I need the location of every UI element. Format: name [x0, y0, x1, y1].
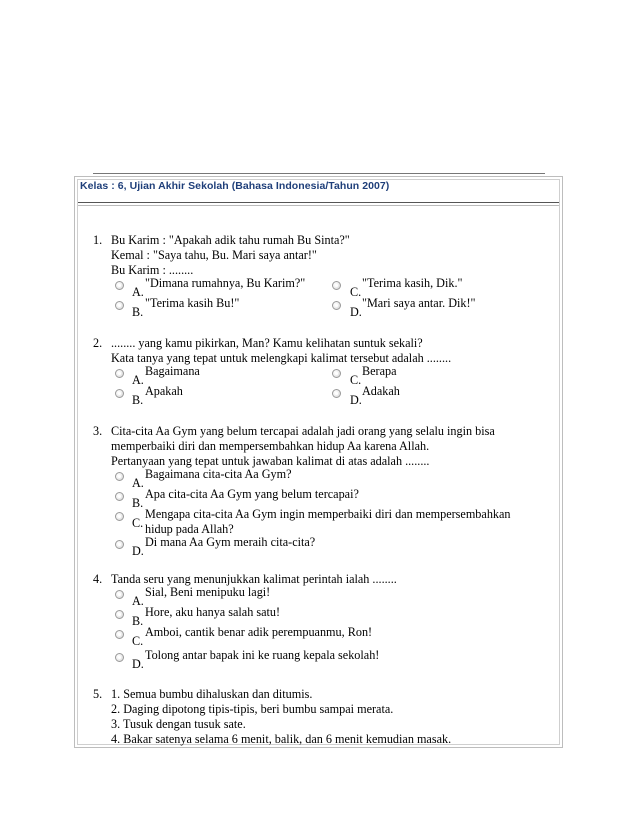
- option-letter: D.: [132, 544, 144, 558]
- option-text-continued: hidup pada Allah?: [145, 522, 234, 536]
- radio-option-b[interactable]: [115, 301, 124, 310]
- option-letter: C.: [350, 373, 362, 387]
- radio-option-a[interactable]: [115, 369, 124, 378]
- radio-option-a[interactable]: [115, 281, 124, 290]
- question-text-line: Bu Karim : ........: [111, 263, 194, 277]
- option-letter: C.: [132, 634, 144, 648]
- option-text: Bagaimana cita-cita Aa Gym?: [145, 467, 292, 481]
- option-text: Sial, Beni menipuku lagi!: [145, 585, 271, 599]
- exam-header: Kelas : 6, Ujian Akhir Sekolah (Bahasa Indonesia/Tahun 2007): [80, 180, 390, 192]
- radio-option-d[interactable]: [115, 653, 124, 662]
- question-text-line: Bu Karim : "Apakah adik tahu rumah Bu Sinta?": [111, 233, 350, 247]
- option-text: Apakah: [145, 384, 183, 398]
- option-letter: C.: [132, 516, 144, 530]
- option-letter: A.: [132, 476, 144, 490]
- option-text: "Mari saya antar. Dik!": [362, 296, 476, 310]
- option-text: Di mana Aa Gym meraih cita-cita?: [145, 535, 316, 549]
- question-number: 1.: [93, 233, 103, 247]
- question-text-line: 1. Semua bumbu dihaluskan dan ditumis.: [111, 687, 313, 701]
- question-number: 2.: [93, 336, 103, 350]
- question-text-line: Pertanyaan yang tepat untuk jawaban kalimat di atas adalah ........: [111, 454, 430, 468]
- option-letter: C.: [350, 285, 362, 299]
- question-text-line: 2. Daging dipotong tipis-tipis, beri bumbu sampai merata.: [111, 702, 394, 716]
- radio-option-a[interactable]: [115, 472, 124, 481]
- radio-option-c[interactable]: [332, 281, 341, 290]
- radio-option-d[interactable]: [332, 301, 341, 310]
- radio-option-d[interactable]: [332, 389, 341, 398]
- option-letter: D.: [350, 393, 362, 407]
- option-text: Bagaimana: [145, 364, 200, 378]
- option-text: Hore, aku hanya salah satu!: [145, 605, 281, 619]
- question-text-line: Tanda seru yang menunjukkan kalimat perintah ialah ........: [111, 572, 397, 586]
- option-text: Apa cita-cita Aa Gym yang belum tercapai?: [145, 487, 359, 501]
- header-divider: [78, 202, 559, 203]
- question-number: 3.: [93, 424, 103, 438]
- question-number: 4.: [93, 572, 103, 586]
- radio-option-d[interactable]: [115, 540, 124, 549]
- radio-option-c[interactable]: [115, 630, 124, 639]
- top-rule: [93, 173, 545, 174]
- question-text-line: Cita-cita Aa Gym yang belum tercapai adalah jadi orang yang selalu ingin bisa: [111, 424, 495, 438]
- header-divider-shadow: [78, 205, 559, 206]
- option-letter: B.: [132, 496, 144, 510]
- question-text-line: Kata tanya yang tepat untuk melengkapi kalimat tersebut adalah ........: [111, 351, 452, 365]
- option-text: Berapa: [362, 364, 397, 378]
- option-letter: B.: [132, 393, 144, 407]
- question-text-line: Kemal : "Saya tahu, Bu. Mari saya antar!": [111, 248, 317, 262]
- option-text: Adakah: [362, 384, 400, 398]
- radio-option-b[interactable]: [115, 389, 124, 398]
- option-letter: B.: [132, 614, 144, 628]
- question-text-line: 3. Tusuk dengan tusuk sate.: [111, 717, 246, 731]
- question-text-line: memperbaiki diri dan mempersembahkan hidup Aa karena Allah.: [111, 439, 430, 453]
- radio-option-b[interactable]: [115, 610, 124, 619]
- option-letter: D.: [350, 305, 362, 319]
- question-number: 5.: [93, 687, 103, 701]
- option-text: Mengapa cita-cita Aa Gym ingin memperbaiki diri dan mempersembahkan: [145, 507, 511, 521]
- radio-option-b[interactable]: [115, 492, 124, 501]
- option-letter: A.: [132, 285, 144, 299]
- radio-option-c[interactable]: [332, 369, 341, 378]
- radio-option-a[interactable]: [115, 590, 124, 599]
- option-text: Tolong antar bapak ini ke ruang kepala sekolah!: [145, 648, 380, 662]
- option-text: "Terima kasih, Dik.": [362, 276, 463, 290]
- option-text: "Dimana rumahnya, Bu Karim?": [145, 276, 306, 290]
- option-letter: B.: [132, 305, 144, 319]
- question-text-line: ........ yang kamu pikirkan, Man? Kamu kelihatan suntuk sekali?: [111, 336, 423, 350]
- question-text-line: 4. Bakar satenya selama 6 menit, balik, dan 6 menit kemudian masak.: [111, 732, 452, 746]
- option-text: "Terima kasih Bu!": [145, 296, 240, 310]
- radio-option-c[interactable]: [115, 512, 124, 521]
- option-letter: A.: [132, 594, 144, 608]
- option-text: Amboi, cantik benar adik perempuanmu, Ron!: [145, 625, 373, 639]
- option-letter: D.: [132, 657, 144, 671]
- option-letter: A.: [132, 373, 144, 387]
